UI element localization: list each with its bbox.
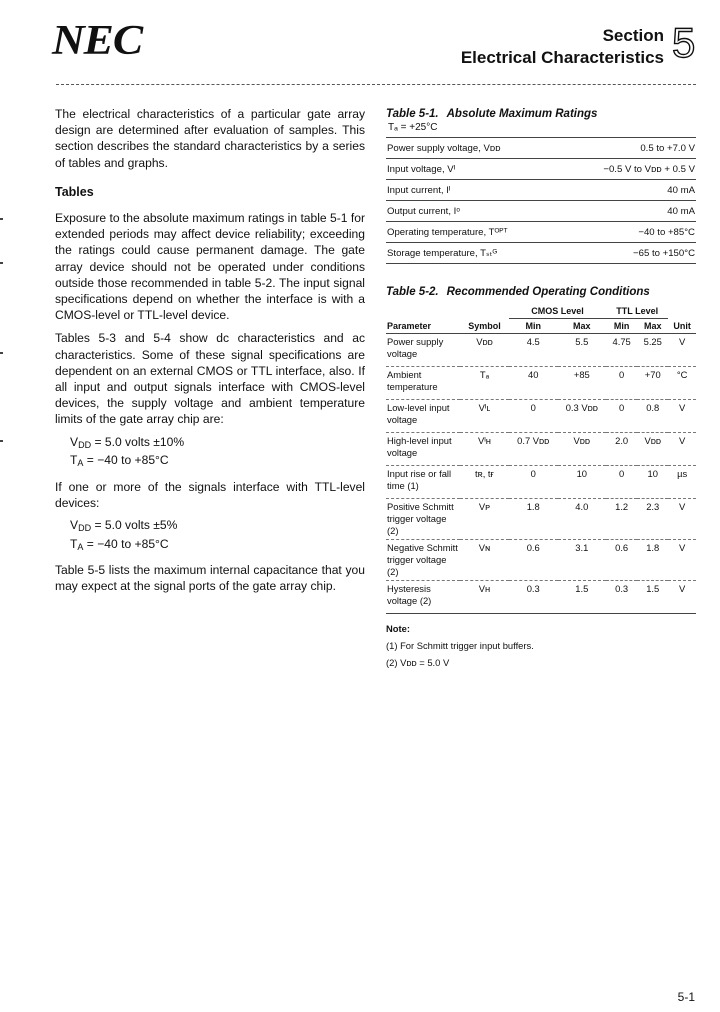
parameter-cell: Positive Schmitt trigger voltage (2) [386, 499, 460, 540]
note-item: (1) For Schmitt trigger input buffers. [386, 640, 534, 651]
rating-label: Input voltage, Vᴵ [386, 159, 562, 180]
parameter-cell: Power supply voltage [386, 334, 460, 367]
symbol-cell: Vᴘ [460, 499, 509, 540]
cmos-max-cell: 1.5 [558, 581, 607, 614]
paragraph-characteristics: Tables 5-3 and 5-4 show dc characteristics and ac characteristics. Some of these signal specifications are dependent on an external CMOS or TTL interface, also. If all input and output signals interface with CMOS-level devices, the supply voltage and ambient temperature limits of the gate array chip are: [55, 331, 365, 427]
edge-mark [0, 262, 3, 264]
page-number: 5-1 [677, 990, 695, 1004]
cmos-max-cell: 0.3 Vᴅᴅ [558, 400, 607, 433]
rating-value: −40 to +85°C [562, 222, 696, 243]
cmos-max-cell: Vᴅᴅ [558, 433, 607, 466]
unit-cell: V [668, 433, 696, 466]
column-header: Parameter [386, 319, 460, 334]
body-text-column [55, 106, 365, 601]
symbol-cell: Vɴ [460, 540, 509, 581]
edge-mark [0, 440, 3, 442]
table-row [386, 400, 696, 433]
cmos-max-cell: 5.5 [558, 334, 607, 367]
ttl-max-cell: 5.25 [637, 334, 668, 367]
symbol-cell: Vᴅᴅ [460, 334, 509, 367]
ttl-max-cell: 0.8 [637, 400, 668, 433]
section-title: Electrical Characteristics [460, 48, 664, 67]
unit-cell: µs [668, 466, 696, 499]
unit-cell: V [668, 581, 696, 614]
ttl-min-cell: 0 [606, 367, 637, 400]
parameter-cell: Input rise or fall time (1) [386, 466, 460, 499]
ttl-min-cell: 4.75 [606, 334, 637, 367]
parameter-cell: High-level input voltage [386, 433, 460, 466]
table-row [386, 243, 696, 264]
cmos-vdd-condition: $V_{DD} = 5.0$ volts ±10% [70, 434, 185, 450]
ttl-min-cell: 0 [606, 400, 637, 433]
symbol-cell: Vʜ [460, 581, 509, 614]
symbol-cell: Tₐ [460, 367, 509, 400]
cmos-min-cell: 0 [509, 400, 558, 433]
symbol-cell: tʀ, tғ [460, 466, 509, 499]
ttl-min-cell: 0 [606, 466, 637, 499]
symbol-cell: Vᴵʟ [460, 400, 509, 433]
parameter-cell: Negative Schmitt trigger voltage (2) [386, 540, 460, 581]
ttl-max-cell: +70 [637, 367, 668, 400]
ttl-vdd-condition: $V_{DD} = 5.0$ volts ±5% [70, 518, 178, 534]
table-row [386, 499, 696, 540]
ttl-conditions [70, 518, 365, 555]
conditions-table-body [386, 334, 696, 614]
table-column-header [386, 319, 696, 334]
table-row [386, 201, 696, 222]
rating-label: Input current, Iᴵ [386, 180, 562, 201]
note-heading: Note: [386, 623, 410, 634]
table-row [386, 433, 696, 466]
edge-mark [0, 218, 3, 220]
table2-title: Recommended Operating Conditions [446, 286, 650, 298]
unit-cell: V [668, 540, 696, 581]
parameter-cell: Hysteresis voltage (2) [386, 581, 460, 614]
section-label: Section [602, 26, 664, 45]
paragraph-ttl: If one or more of the signals interface with TTL-level devices: [55, 479, 365, 510]
ttl-max-cell: 2.3 [637, 499, 668, 540]
note-item: (2) Vᴅᴅ = 5.0 V [386, 657, 450, 668]
cmos-min-cell: 0.6 [509, 540, 558, 581]
edge-mark [0, 352, 3, 354]
table-row [386, 367, 696, 400]
table-row [386, 334, 696, 367]
recommended-operating-conditions-table [386, 304, 696, 614]
paragraph-ratings: Exposure to the absolute maximum ratings in table 5-1 for extended periods may affect device reliability; exceeding the ratings could cause permanent damage. The gate array device should not be operated under conditions outside those recommended in table 5-2. The input signal specifications depend on whether the interface is with a CMOS-level or TTL-level device. [55, 211, 365, 323]
tables-column [386, 108, 696, 671]
ttl-min-cell: 2.0 [606, 433, 637, 466]
rating-label: Output current, Iᵒ [386, 201, 562, 222]
table1-caption [386, 108, 696, 120]
rating-label: Power supply voltage, Vᴅᴅ [386, 138, 562, 159]
rating-value: 40 mA [562, 201, 696, 222]
cmos-max-cell: 10 [558, 466, 607, 499]
parameter-cell: Ambient temperature [386, 367, 460, 400]
absolute-maximum-ratings-table [386, 137, 696, 264]
cmos-min-cell: 40 [509, 367, 558, 400]
ttl-min-cell: 1.2 [606, 499, 637, 540]
cmos-min-cell: 1.8 [509, 499, 558, 540]
table-row [386, 180, 696, 201]
table1-title: Absolute Maximum Ratings [446, 108, 598, 120]
ttl-max-cell: Vᴅᴅ [637, 433, 668, 466]
table2-number: Table 5-2. [386, 286, 439, 298]
cmos-max-cell: 4.0 [558, 499, 607, 540]
table1-number: Table 5-1. [386, 108, 439, 120]
ttl-max-cell: 10 [637, 466, 668, 499]
column-header: Max [637, 319, 668, 334]
ttl-vdd-value: = 5.0 volts ±5% [94, 518, 178, 533]
unit-cell: V [668, 499, 696, 540]
table2-notes [386, 620, 696, 671]
nec-logo: NEC [52, 18, 143, 64]
table-row [386, 466, 696, 499]
rating-value: 0.5 to +7.0 V [562, 138, 696, 159]
table-row [386, 540, 696, 581]
column-header: Min [606, 319, 637, 334]
cmos-ta-value: = −40 to +85°C [86, 453, 169, 468]
cmos-ta-condition: $T_A = -40$ to +85°C [70, 453, 169, 469]
column-header: Unit [668, 319, 696, 334]
ttl-ta-value: = −40 to +85°C [86, 536, 169, 551]
table-row [386, 138, 696, 159]
header-spacer [668, 304, 696, 319]
cmos-conditions [70, 435, 365, 472]
table-row [386, 581, 696, 614]
section-number: 5 [672, 19, 696, 66]
rating-value: −0.5 V to Vᴅᴅ + 0.5 V [562, 159, 696, 180]
column-header: Max [558, 319, 607, 334]
ttl-max-cell: 1.8 [637, 540, 668, 581]
column-header: Symbol [460, 319, 509, 334]
ttl-max-cell: 1.5 [637, 581, 668, 614]
table-row [386, 222, 696, 243]
table1-condition: Tₐ = +25°C [388, 122, 438, 133]
cmos-min-cell: 4.5 [509, 334, 558, 367]
cmos-min-cell: 0.3 [509, 581, 558, 614]
ttl-min-cell: 0.6 [606, 540, 637, 581]
cmos-min-cell: 0 [509, 466, 558, 499]
table-group-header [386, 304, 696, 319]
column-header: Min [509, 319, 558, 334]
table-row [386, 159, 696, 180]
paragraph-capacitance: Table 5-5 lists the maximum internal capacitance that you may expect at the signal ports of the gate array chip. [55, 563, 365, 594]
intro-paragraph: The electrical characteristics of a particular gate array design are determined after evaluation of samples. This section describes the standard characteristics by a series of tables and graphs. [55, 107, 365, 170]
ttl-min-cell: 0.3 [606, 581, 637, 614]
unit-cell: V [668, 400, 696, 433]
unit-cell: °C [668, 367, 696, 400]
cmos-min-cell: 0.7 Vᴅᴅ [509, 433, 558, 466]
ttl-level-header: TTL Level [606, 304, 668, 319]
tables-heading: Tables [55, 184, 94, 199]
rating-label: Storage temperature, Tₛₜᴳ [386, 243, 562, 264]
table2-caption [386, 286, 696, 298]
rating-value: −65 to +150°C [562, 243, 696, 264]
cmos-vdd-value: = 5.0 volts ±10% [94, 434, 185, 449]
ttl-ta-condition: $T_A = -40$ to +85°C [70, 536, 169, 552]
rating-value: 40 mA [562, 180, 696, 201]
unit-cell: V [668, 334, 696, 367]
header-spacer [386, 304, 509, 319]
cmos-max-cell: 3.1 [558, 540, 607, 581]
cmos-level-header: CMOS Level [509, 304, 606, 319]
cmos-max-cell: +85 [558, 367, 607, 400]
symbol-cell: Vᴵʜ [460, 433, 509, 466]
rating-label: Operating temperature, Tᴼᴾᵀ [386, 222, 562, 243]
parameter-cell: Low-level input voltage [386, 400, 460, 433]
header-rule [56, 84, 696, 85]
